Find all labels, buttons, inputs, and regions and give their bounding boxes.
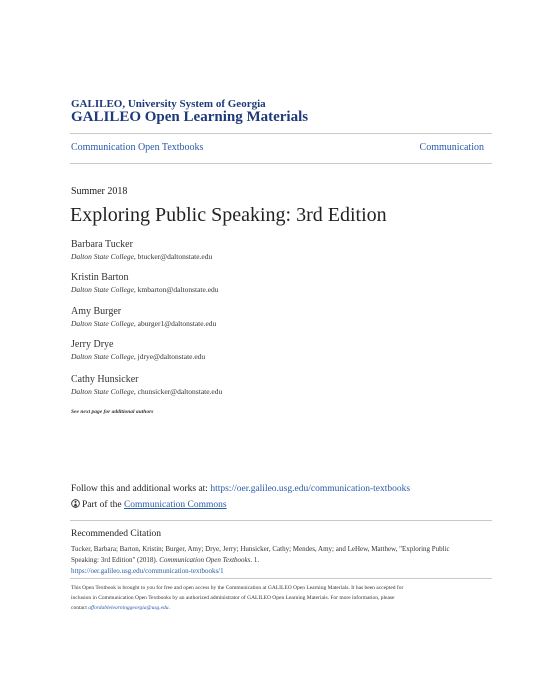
collection-url-link[interactable]: https://oer.galileo.usg.edu/communication-textbooks bbox=[210, 484, 411, 494]
author-name: Barbara Tucker bbox=[71, 239, 133, 250]
author-email[interactable]: , kmbarton@daltonstate.edu bbox=[133, 285, 219, 294]
breadcrumb-department-link[interactable]: Communication bbox=[419, 142, 484, 153]
author-email[interactable]: , btucker@daltonstate.edu bbox=[133, 252, 213, 261]
creative-commons-icon bbox=[71, 499, 80, 508]
collection-name[interactable]: GALILEO Open Learning Materials bbox=[71, 109, 309, 125]
author-name: Cathy Hunsicker bbox=[71, 374, 139, 385]
additional-authors-note: See next page for additional authors bbox=[71, 409, 154, 415]
author-email[interactable]: , aburger1@daltonstate.edu bbox=[133, 319, 217, 328]
author-email[interactable]: , chunsicker@daltonstate.edu bbox=[133, 387, 223, 396]
header-divider bbox=[70, 133, 492, 134]
author-name: Jerry Drye bbox=[71, 339, 114, 350]
citation-line: Tucker, Barbara; Barton, Kristin; Burger, Amy; Drye, Jerry; Hunsicker, Cathy; Mendes, Amy; and LeHew, Matthew, "Exploring Public bbox=[71, 545, 450, 553]
author-institution: Dalton State College bbox=[71, 319, 134, 328]
part-of-line bbox=[71, 499, 227, 510]
part-of-prefix: Part of the bbox=[82, 500, 124, 510]
communication-commons-link[interactable]: Communication Commons bbox=[123, 500, 227, 510]
citation-fragment: . 1. bbox=[250, 556, 260, 564]
author-email[interactable]: , jdrye@daltonstate.edu bbox=[133, 352, 206, 361]
author-affiliation bbox=[71, 285, 219, 294]
author-institution: Dalton State College bbox=[71, 387, 134, 396]
access-statement-line bbox=[71, 603, 491, 613]
breadcrumb-collection-link[interactable]: Communication Open Textbooks bbox=[71, 142, 204, 153]
recommended-citation-heading: Recommended Citation bbox=[71, 529, 161, 539]
author-institution: Dalton State College bbox=[71, 285, 134, 294]
footer-divider bbox=[70, 578, 492, 579]
breadcrumb-divider bbox=[70, 163, 492, 164]
document-title: Exploring Public Speaking: 3rd Edition bbox=[70, 204, 387, 226]
access-statement-line: This Open Textbook is brought to you for free and open access by the Communication at GALILEO Open Learning Materials. It has been accepted for bbox=[71, 585, 404, 591]
author-institution: Dalton State College bbox=[71, 252, 134, 261]
contact-email-link[interactable]: affordablelearninggeorgia@usg.edu bbox=[88, 605, 169, 611]
author-name: Kristin Barton bbox=[71, 272, 129, 283]
author-institution: Dalton State College bbox=[71, 352, 134, 361]
access-statement bbox=[71, 583, 491, 613]
citation-divider bbox=[70, 520, 492, 521]
author-affiliation bbox=[71, 352, 205, 361]
organization-name: GALILEO, University System of Georgia bbox=[71, 98, 266, 110]
citation-line bbox=[71, 555, 491, 566]
citation-url-link[interactable]: https://oer.galileo.usg.edu/communication-textbooks/1 bbox=[71, 567, 224, 575]
author-affiliation bbox=[71, 319, 216, 328]
access-statement-line: inclusion in Communication Open Textbooks by an authorized administrator of GALILEO Open Learning Materials. For more information, please bbox=[71, 595, 395, 601]
contact-suffix: . bbox=[168, 605, 170, 611]
citation-fragment: Speaking: 3rd Edition" (2018). bbox=[71, 556, 160, 564]
follow-line bbox=[71, 484, 410, 494]
publication-date: Summer 2018 bbox=[71, 186, 128, 197]
author-name: Amy Burger bbox=[71, 306, 122, 317]
citation-series: Communication Open Textbooks bbox=[159, 556, 251, 564]
author-affiliation bbox=[71, 387, 222, 396]
author-affiliation bbox=[71, 252, 212, 261]
contact-prefix: contact bbox=[71, 605, 89, 611]
citation-text bbox=[71, 544, 491, 577]
follow-prefix: Follow this and additional works at: bbox=[71, 484, 211, 494]
